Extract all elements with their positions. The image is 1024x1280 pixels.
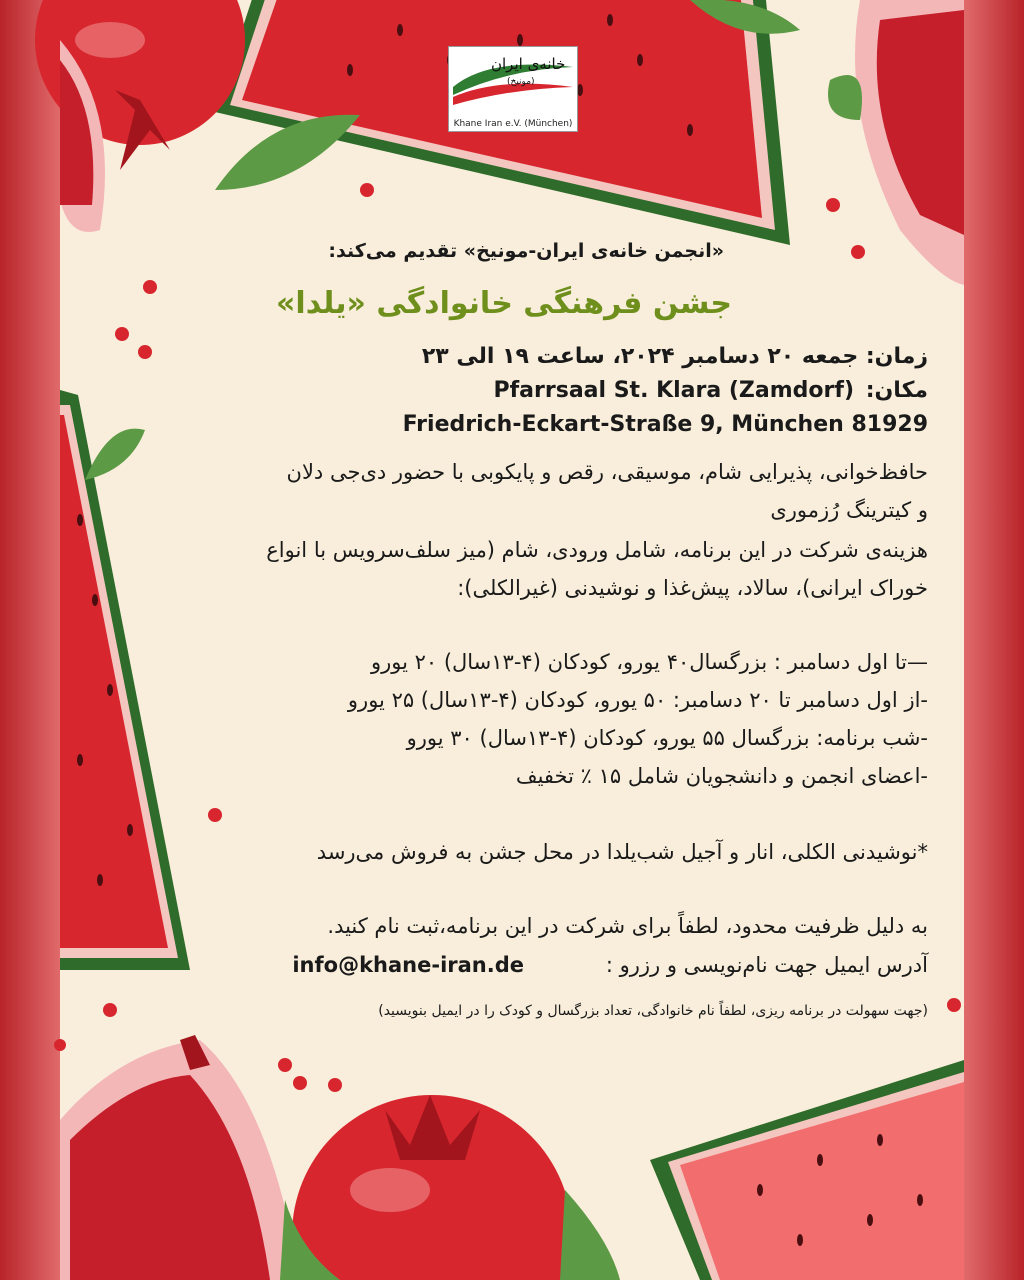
- headline: جشن فرهنگی خانوادگی «یلدا»: [276, 286, 732, 321]
- event-venue: Pfarrsaal St. Klara (Zamdorf): [493, 378, 854, 403]
- event-time: زمان: جمعه ۲۰ دسامبر ۲۰۲۴، ساعت ۱۹ الی ۲۳: [421, 344, 928, 369]
- logo-subtitle: (مونیخ): [507, 77, 535, 87]
- price-item: -اعضای انجمن و دانشجویان شامل ۱۵ ٪ تخفیف: [515, 764, 928, 788]
- left-blur-band: [0, 0, 60, 1280]
- capacity-note: به دلیل ظرفیت محدود، لطفاً برای شرکت در این برنامه،ثبت نام کنید.: [327, 914, 928, 938]
- logo-title: خانه‌ی ایران: [491, 55, 566, 73]
- logo-label: Khane Iran e.V. (München): [453, 119, 573, 129]
- price-item: —تا اول دسامبر : بزرگسال۴۰ یورو، کودکان (۴-۱۳سال) ۲۰ یورو: [370, 650, 928, 674]
- event-location-label: مکان:: [865, 378, 928, 403]
- right-blur-band: [964, 0, 1024, 1280]
- cost-line-1: هزینه‌ی شرکت در این برنامه، شامل ورودی، شام (میز سلف‌سرویس با انواع: [266, 538, 928, 562]
- email-link[interactable]: info@khane-iran.de: [292, 953, 524, 977]
- program-line-2: و کیترینگ رُزموری: [770, 498, 928, 522]
- price-item: -شب برنامه: بزرگسال ۵۵ یورو، کودکان (۴-۱۳سال) ۳۰ یورو: [406, 726, 928, 750]
- drinks-note: *نوشیدنی الکلی، انار و آجیل شب‌یلدا در محل جشن به فروش می‌رسد: [316, 840, 928, 864]
- intro-line: «انجمن خانه‌ی ایران-مونیخ» تقدیم می‌کند:: [328, 240, 724, 262]
- logo: [448, 46, 578, 132]
- price-item: -از اول دسامبر تا ۲۰ دسامبر: ۵۰ یورو، کودکان (۴-۱۳سال) ۲۵ یورو: [347, 688, 928, 712]
- email-label: آدرس ایمیل جهت نام‌نویسی و رزرو :: [605, 953, 928, 977]
- program-line-1: حافظ‌خوانی، پذیرایی شام، موسیقی، رقص و پایکوبی با حضور دی‌جی دلان: [286, 460, 928, 484]
- cost-line-2: خوراک ایرانی)، سالاد، پیش‌غذا و نوشیدنی (غیرالکلی):: [457, 576, 928, 600]
- event-address: Friedrich-Eckart-Straße 9, München 81929: [402, 412, 928, 437]
- footnote: (جهت سهولت در برنامه ریزی، لطفاً نام خانوادگی، تعداد بزرگسال و کودک را در ایمیل بنویسید): [378, 1003, 928, 1019]
